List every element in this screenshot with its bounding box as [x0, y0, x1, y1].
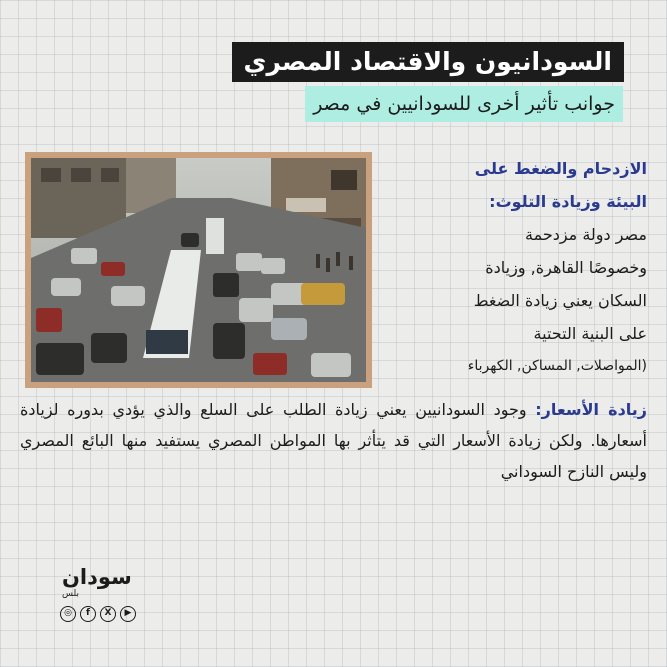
section-prices-text: وجود السودانيين يعني زيادة الطلب على السلع والذي يؤدي بدوره لزيادة أسعارها. ولكن زيادة الأسعار التي قد يتأثر بها المواطن المصري يستفيد منها البائع المصري وليس النازح السوداني	[20, 400, 647, 481]
social-icons	[60, 606, 136, 622]
brand-name: سودان	[62, 565, 132, 589]
section-congestion-line: السكان يعني زيادة الضغط	[473, 291, 647, 310]
youtube-icon[interactable]: ▶	[120, 606, 136, 622]
page-title: السودانيون والاقتصاد المصري	[232, 42, 624, 82]
traffic-photo	[25, 152, 372, 388]
instagram-icon[interactable]: ◎	[60, 606, 76, 622]
section-congestion-line: مصر دولة مزدحمة	[525, 225, 647, 244]
section-congestion-heading-line2: البيئة وزيادة التلوث:	[489, 192, 647, 211]
section-congestion-heading-line1: الازدحام والضغط على	[474, 159, 647, 178]
section-congestion-line: وخصوصًا القاهرة, وزيادة	[485, 258, 647, 277]
brand-logo	[62, 565, 132, 599]
section-congestion-line: على البنية التحتية	[533, 324, 647, 343]
brand-sub: بلس	[62, 589, 79, 599]
traffic-photo-illustration	[31, 158, 366, 382]
page-subtitle: جوانب تأثير أخرى للسودانيين في مصر	[305, 86, 623, 122]
section-prices	[20, 394, 647, 487]
x-icon[interactable]: X	[100, 606, 116, 622]
facebook-icon[interactable]: f	[80, 606, 96, 622]
section-congestion	[367, 152, 647, 374]
section-congestion-line: (المواصلات, المساكن, الكهرباء	[467, 358, 647, 374]
section-prices-heading: زيادة الأسعار:	[535, 400, 648, 419]
